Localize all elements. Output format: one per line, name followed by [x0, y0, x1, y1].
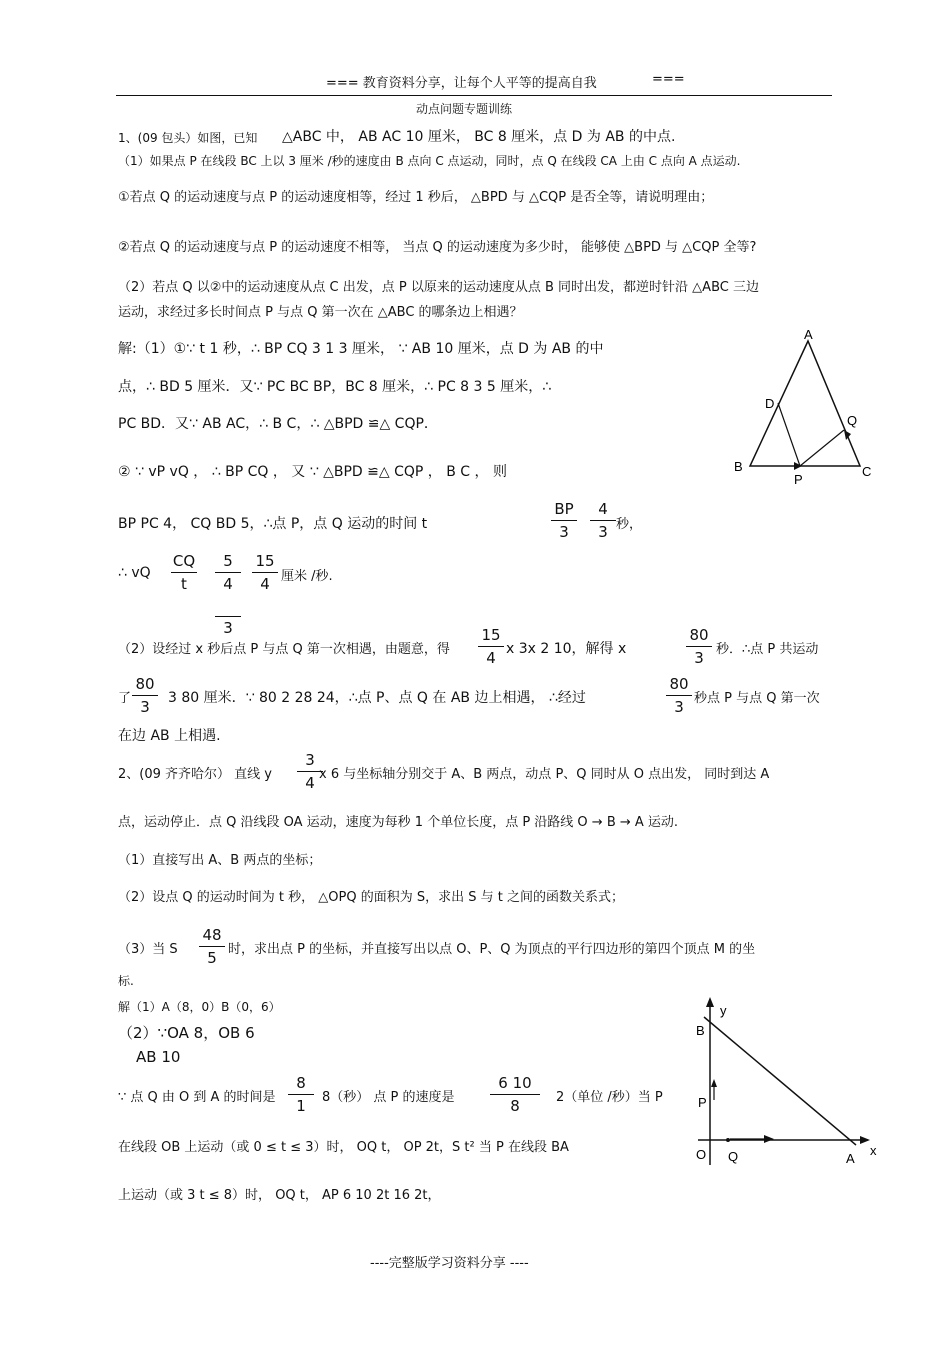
p1-sol6a: ∴ vQ — [118, 565, 151, 581]
label-d: D — [765, 396, 775, 411]
line-ab — [704, 1017, 856, 1145]
p1-sol6b: 厘米 /秒. — [281, 569, 333, 584]
arrow-p-icon — [794, 462, 802, 470]
arrow-q-icon — [844, 430, 851, 440]
triangle-figure — [730, 326, 880, 491]
p1-sol4: ② ∵ vP vQ ， ∴ BP CQ ， 又 ∵ △BPD ≌△ CQP ， B C ， 则 — [118, 464, 507, 480]
label-c: C — [862, 464, 872, 479]
header-rule — [116, 95, 832, 96]
p1-line3: ①若点 Q 的运动速度与点 P 的运动速度相等，经过 1 秒后， △BPD 与 △CQP 是否全等，请说明理由； — [118, 190, 714, 205]
p1-part4: 在边 AB 上相遇. — [118, 728, 221, 744]
fraction: 6 10 8 — [486, 1072, 544, 1117]
p1-part2b: x 3x 2 10，解得 x — [506, 641, 627, 657]
fraction: 15 4 — [248, 550, 282, 595]
p1-sol5b: 秒， — [616, 517, 643, 532]
label-x: x — [870, 1143, 877, 1158]
fraction: CQ t — [172, 552, 196, 593]
fraction: 80 3 — [662, 673, 696, 718]
p1-sol1: 解:（1）①∵ t 1 秒，∴ BP CQ 3 1 3 厘米， ∵ AB 10 厘米，点 D 为 AB 的中 — [118, 341, 604, 357]
p2-s4c: 2（单位 /秒）当 P — [556, 1090, 663, 1105]
p2-s3: AB 10 — [136, 1048, 181, 1066]
fraction: 15 4 — [474, 624, 508, 669]
p1-sol3: PC BD．又∵ AB AC，∴ B C，∴ △BPD ≌△ CQP． — [118, 416, 438, 432]
point-q — [726, 1138, 730, 1142]
label-b: B — [734, 459, 743, 474]
p2-line1b: x 6 与坐标轴分别交于 A、B 两点，动点 P、Q 同时从 O 点出发， 同时到达 A — [319, 767, 770, 782]
label-q: Q — [728, 1149, 739, 1164]
header-title: === 教育资料分享，让每个人平等的提高自我 — [326, 76, 597, 91]
p1-line2: （1）如果点 P 在线段 BC 上以 3 厘米 /秒的速度由 B 点向 C 点运动，同时，点 Q 在线段 CA 上由 C 点向 A 点运动. — [118, 154, 741, 168]
p2-s1: 解（1）A（8，0）B（0，6） — [118, 1000, 281, 1014]
p2-q3c: 标. — [118, 974, 134, 988]
fraction: 4 3 — [586, 498, 620, 543]
header-suffix: === — [652, 72, 685, 87]
fraction: 80 3 — [682, 624, 716, 669]
p1-line1b: △ABC 中， AB AC 10 厘米， BC 8 厘米，点 D 为 AB 的中点. — [282, 129, 676, 145]
p1-sol2: 点，∴ BD 5 厘米．又∵ PC BC BP，BC 8 厘米，∴ PC 8 3 5 厘米，∴ — [118, 379, 552, 395]
p1-part2a: （2）设经过 x 秒后点 P 与点 Q 第一次相遇，由题意，得 — [118, 642, 450, 657]
p2-line2: 点，运动停止．点 Q 沿线段 OA 运动，速度为每秒 1 个单位长度，点 P 沿路线 O → B → A 运动. — [118, 815, 679, 830]
segment-dp — [778, 403, 800, 466]
page-footer: ----完整版学习资料分享 ---- — [370, 1256, 529, 1271]
label-a: A — [804, 327, 813, 342]
arrow-q-icon — [764, 1135, 774, 1143]
p2-s5: 在线段 OB 上运动（或 0 ≤ t ≤ 3）时， OQ t， OP 2t，S t² 当 P 在线段 BA — [118, 1140, 569, 1155]
label-o: O — [696, 1147, 707, 1162]
label-a: A — [846, 1151, 855, 1166]
p2-s6: 上运动（或 3 t ≤ 8）时， OQ t， AP 6 10 2t 16 2t， — [118, 1188, 441, 1203]
p2-q2: （2）设点 Q 的运动时间为 t 秒， △OPQ 的面积为 S，求出 S 与 t 之间的函数关系式； — [118, 890, 624, 905]
p2-q3b: 时，求出点 P 的坐标，并直接写出以点 O、P、Q 为顶点的平行四边形的第四个顶点 M 的坐 — [228, 942, 756, 957]
coordinate-figure — [690, 995, 890, 1175]
p2-line1a: 2、(09 齐齐哈尔） 直线 y — [118, 767, 272, 782]
p2-s2: （2）∵OA 8，OB 6 — [118, 1024, 255, 1042]
p1-part3c: 秒点 P 与点 Q 第一次 — [694, 691, 820, 706]
label-y: y — [720, 1003, 727, 1018]
label-p: P — [794, 472, 803, 487]
p1-line1: 1、(09 包头）如图，已知 — [118, 131, 258, 145]
fraction: 5 4 — [211, 550, 245, 595]
fraction: 3 4 — [293, 749, 327, 794]
p2-s4b: 8（秒） 点 P 的速度是 — [322, 1090, 455, 1105]
p2-q1: （1）直接写出 A、B 两点的坐标； — [118, 853, 322, 868]
label-p: P — [698, 1095, 707, 1110]
arrow-p-icon — [711, 1079, 717, 1087]
p2-q3a: （3）当 S — [118, 942, 178, 957]
p1-line4: ②若点 Q 的运动速度与点 P 的运动速度不相等， 当点 Q 的运动速度为多少时， 能够使 △BPD 与 △CQP 全等? — [118, 240, 757, 255]
p1-part2c: 秒．∴点 P 共运动 — [716, 642, 819, 657]
page-subtitle: 动点问题专题训练 — [416, 102, 513, 116]
fraction: 80 3 — [128, 673, 162, 718]
segment-pq — [800, 430, 844, 466]
label-b: B — [696, 1023, 705, 1038]
p2-s4a: ∵ 点 Q 由 O 到 A 的时间是 — [118, 1090, 276, 1105]
x-axis-arrow-icon — [860, 1136, 870, 1144]
p1-part3a: 了 — [118, 691, 132, 706]
fraction: 3 — [211, 594, 245, 639]
fraction: 48 5 — [195, 924, 229, 969]
p1-line6: 运动，求经过多长时间点 P 与点 Q 第一次在 △ABC 的哪条边上相遇？ — [118, 305, 523, 320]
y-axis-arrow-icon — [706, 997, 714, 1007]
fraction: BP 3 — [547, 498, 581, 543]
p1-part3b: 3 80 厘米．∵ 80 2 28 24，∴点 P、点 Q 在 AB 边上相遇， ∴经过 — [168, 690, 586, 706]
p1-line5: （2）若点 Q 以②中的运动速度从点 C 出发，点 P 以原来的运动速度从点 B 同时出发，都逆时针沿 △ABC 三边 — [118, 280, 759, 295]
fraction: 8 1 — [284, 1072, 318, 1117]
label-q: Q — [847, 413, 858, 428]
p1-sol5a: BP PC 4， CQ BD 5，∴点 P，点 Q 运动的时间 t — [118, 516, 428, 532]
